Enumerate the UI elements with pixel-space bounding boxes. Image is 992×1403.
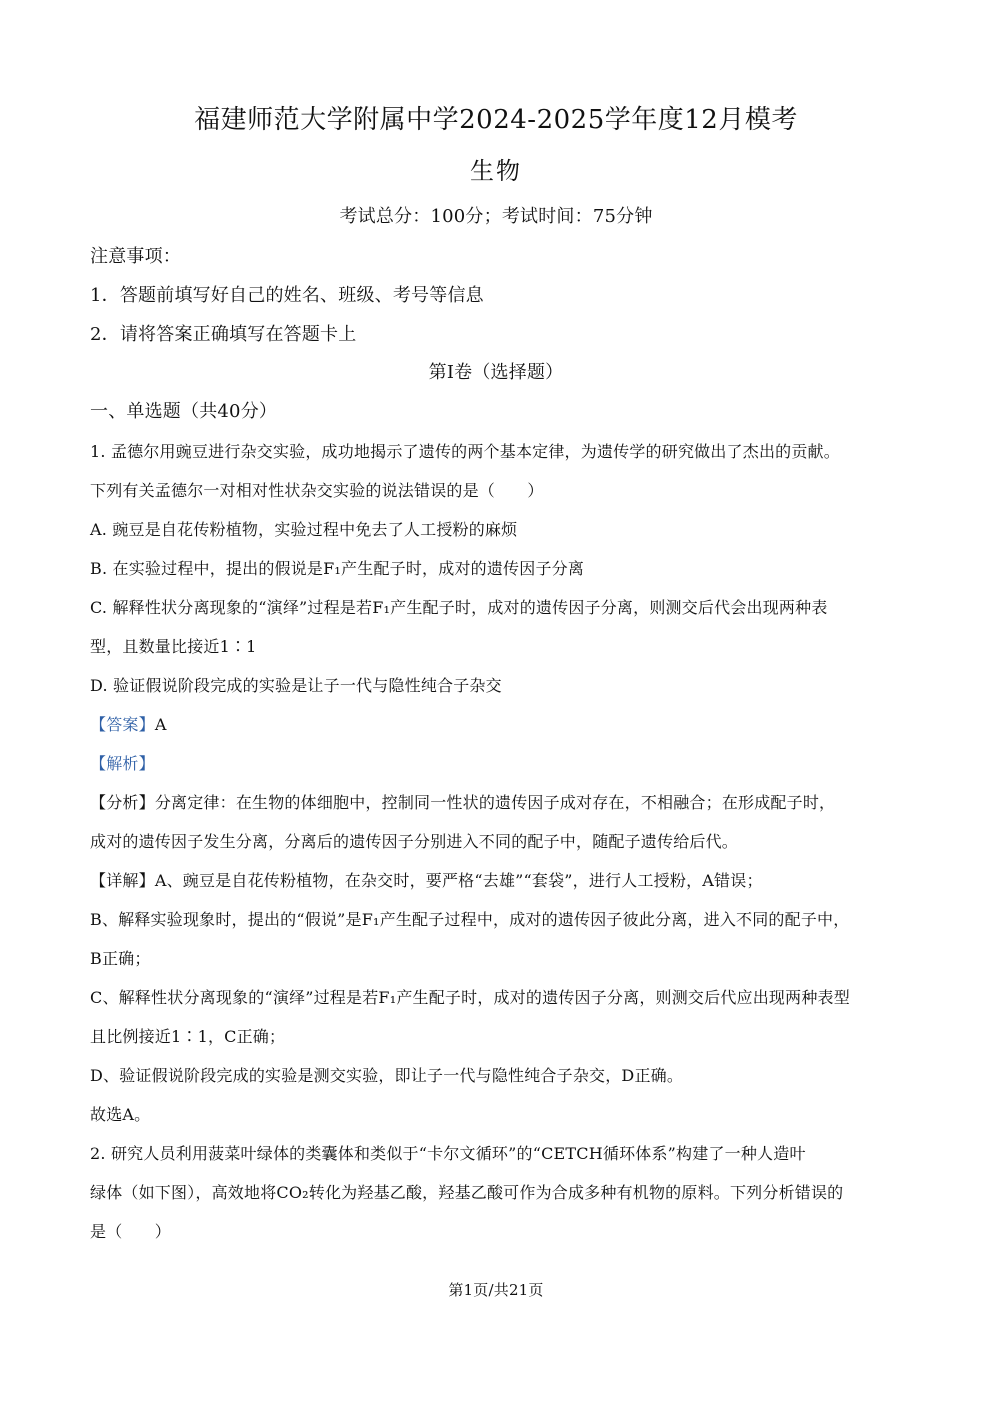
q1-option-c-line-2: 型，且数量比接近1∶1 bbox=[90, 637, 257, 656]
notice-heading: 注意事项： bbox=[90, 246, 181, 267]
q1-xiangjie-b-line-1: B、解释实验现象时，提出的“假说”是F₁产生配子过程中，成对的遗传因子彼此分离，进入不同的配子中， bbox=[90, 910, 850, 929]
q1-stem-line-2: 下列有关孟德尔一对相对性状杂交实验的说法错误的是（ ） bbox=[90, 481, 544, 500]
answer-label: 【答案】 bbox=[90, 715, 155, 734]
q1-option-a: A. 豌豆是自花传粉植物，实验过程中免去了人工授粉的麻烦 bbox=[90, 520, 518, 539]
exam-title: 福建师范大学附属中学2024-2025学年度12月模考 bbox=[194, 105, 798, 135]
q1-option-d: D. 验证假说阶段完成的实验是让子一代与隐性纯合子杂交 bbox=[90, 676, 502, 695]
q1-fenxi-line-1 bbox=[90, 793, 910, 813]
q1-xiangjie-b-line-2: B正确； bbox=[90, 949, 151, 968]
q1-stem-line-1: 1. 孟德尔用豌豆进行杂交实验，成功地揭示了遗传的两个基本定律，为遗传学的研究做出了杰出的贡献。 bbox=[90, 442, 840, 461]
q2-stem-line-3: 是（ ） bbox=[90, 1222, 172, 1241]
notice-item-2: 2．请将答案正确填写在答题卡上 bbox=[90, 324, 357, 345]
fenxi-label: 【分析】 bbox=[90, 793, 155, 812]
page-footer: 第1页/共21页 bbox=[448, 1281, 544, 1299]
q1-xiangjie-d: D、验证假说阶段完成的实验是测交实验，即让子一代与隐性纯合子杂交，D正确。 bbox=[90, 1066, 684, 1085]
q1-fenxi-line-2: 成对的遗传因子发生分离，分离后的遗传因子分别进入不同的配子中，随配子遗传给后代。 bbox=[90, 832, 739, 851]
q1-option-b: B. 在实验过程中，提出的假说是F₁产生配子时，成对的遗传因子分离 bbox=[90, 559, 585, 578]
exam-info: 考试总分：100分；考试时间：75分钟 bbox=[339, 206, 653, 227]
q2-stem-line-2: 绿体（如下图），高效地将CO₂转化为羟基乙酸，羟基乙酸可作为合成多种有机物的原料。下列分析错误的 bbox=[90, 1183, 844, 1202]
q1-analysis-heading bbox=[90, 754, 910, 774]
q1-xiangjie-c-line-1: C、解释性状分离现象的“演绎”过程是若F₁产生配子时，成对的遗传因子分离，则测交后代应出现两种表型 bbox=[90, 988, 850, 1007]
q1-option-c-line-1: C. 解释性状分离现象的“演绎”过程是若F₁产生配子时，成对的遗传因子分离，则测交后代会出现两种表 bbox=[90, 598, 828, 617]
analysis-label: 【解析】 bbox=[90, 754, 155, 773]
xiangjie-label: 【详解】 bbox=[90, 871, 155, 890]
part-title: 第I卷（选择题） bbox=[428, 362, 564, 383]
q1-xiangjie-c-line-2: 且比例接近1∶1，C正确； bbox=[90, 1027, 286, 1046]
fenxi-text-1: 分离定律：在生物的体细胞中，控制同一性状的遗传因子成对存在，不相融合；在形成配子时， bbox=[154, 793, 836, 812]
subject-title: 生物 bbox=[470, 157, 522, 185]
q1-answer bbox=[90, 715, 910, 735]
notice-item-1: 1．答题前填写好自己的姓名、班级、考号等信息 bbox=[90, 285, 484, 306]
answer-value: A bbox=[154, 715, 167, 734]
xiangjie-a-text: A、豌豆是自花传粉植物，在杂交时，要严格“去雄”“套袋”，进行人工授粉，A错误； bbox=[154, 871, 763, 890]
q2-stem-line-1: 2. 研究人员利用菠菜叶绿体的类囊体和类似于“卡尔文循环”的“CETCH循环体系”构建了一种人造叶 bbox=[90, 1144, 806, 1163]
q1-xiangjie-line-a bbox=[90, 871, 910, 891]
section-title: 一、单选题（共40分） bbox=[90, 401, 278, 422]
q1-conclusion: 故选A。 bbox=[90, 1105, 151, 1124]
